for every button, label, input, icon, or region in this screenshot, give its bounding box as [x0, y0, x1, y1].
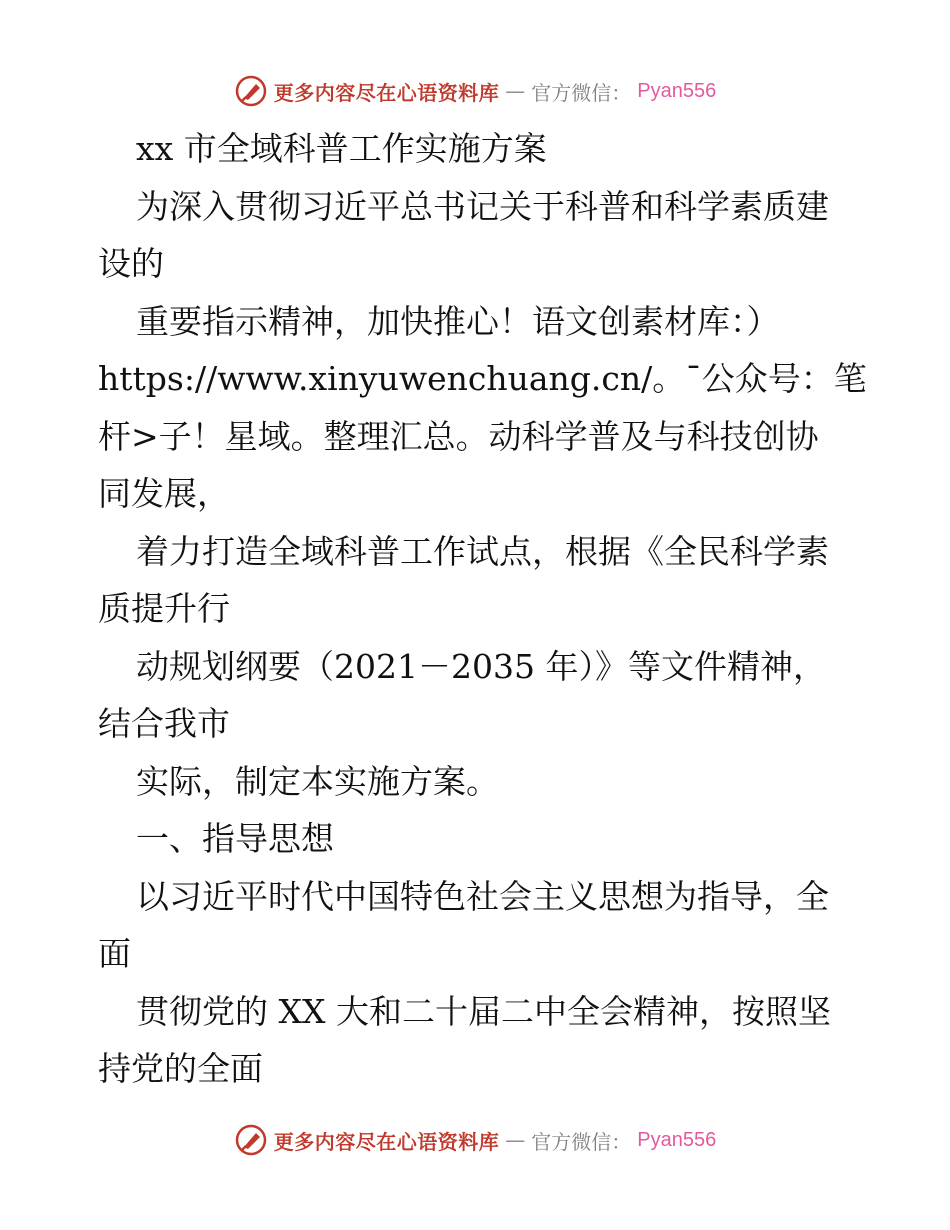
doc-line: 以习近平时代中国特色社会主义思想为指导，全	[136, 876, 829, 916]
doc-line: 杆>子！星域。整理汇总。动科学普及与科技创协	[98, 416, 819, 456]
footer-banner	[0, 1120, 950, 1160]
doc-line: 面	[98, 934, 131, 973]
pen-nib-logo-icon	[234, 74, 268, 108]
header-banner	[0, 71, 950, 111]
banner-wechat-label: 官方微信：	[531, 80, 632, 105]
banner-wechat-id: Pyan556	[637, 79, 717, 102]
doc-line: 同发展，	[98, 474, 230, 513]
document-body	[98, 120, 868, 1098]
banner-wechat-id: Pyan556	[637, 1128, 717, 1151]
banner-brand-text: 更多内容尽在心语资料库	[273, 1129, 500, 1154]
doc-line: 重要指示精神，加快推心！语文创素材库：）	[136, 301, 780, 341]
banner-wechat-label: 官方微信：	[531, 1129, 632, 1154]
banner-separator: —	[505, 79, 526, 103]
doc-line: 质提升行	[98, 589, 230, 628]
banner-brand-text: 更多内容尽在心语资料库	[273, 80, 500, 105]
doc-line: 贯彻党的 XX 大和二十届二中全会精神，按照坚	[136, 991, 831, 1031]
doc-line: 为深入贯彻习近平总书记关于科普和科学素质建	[136, 186, 829, 226]
doc-line: 设的	[98, 244, 164, 283]
doc-line: 着力打造全域科普工作试点，根据《全民科学素	[136, 531, 829, 571]
doc-line: 实际，制定本实施方案。	[136, 761, 499, 801]
doc-line: 持党的全面	[98, 1049, 263, 1088]
doc-title: xx 市全域科普工作实施方案	[136, 129, 547, 168]
banner-separator: —	[505, 1128, 526, 1152]
section-heading: 一、指导思想	[136, 819, 334, 858]
pen-nib-logo-icon	[234, 1123, 268, 1157]
doc-line: 动规划纲要（2021－2035 年）》等文件精神，	[136, 646, 826, 686]
doc-line: 结合我市	[98, 704, 230, 743]
doc-line: https://www.xinyuwenchuang.cn/。¯公众号：笔	[98, 359, 867, 398]
